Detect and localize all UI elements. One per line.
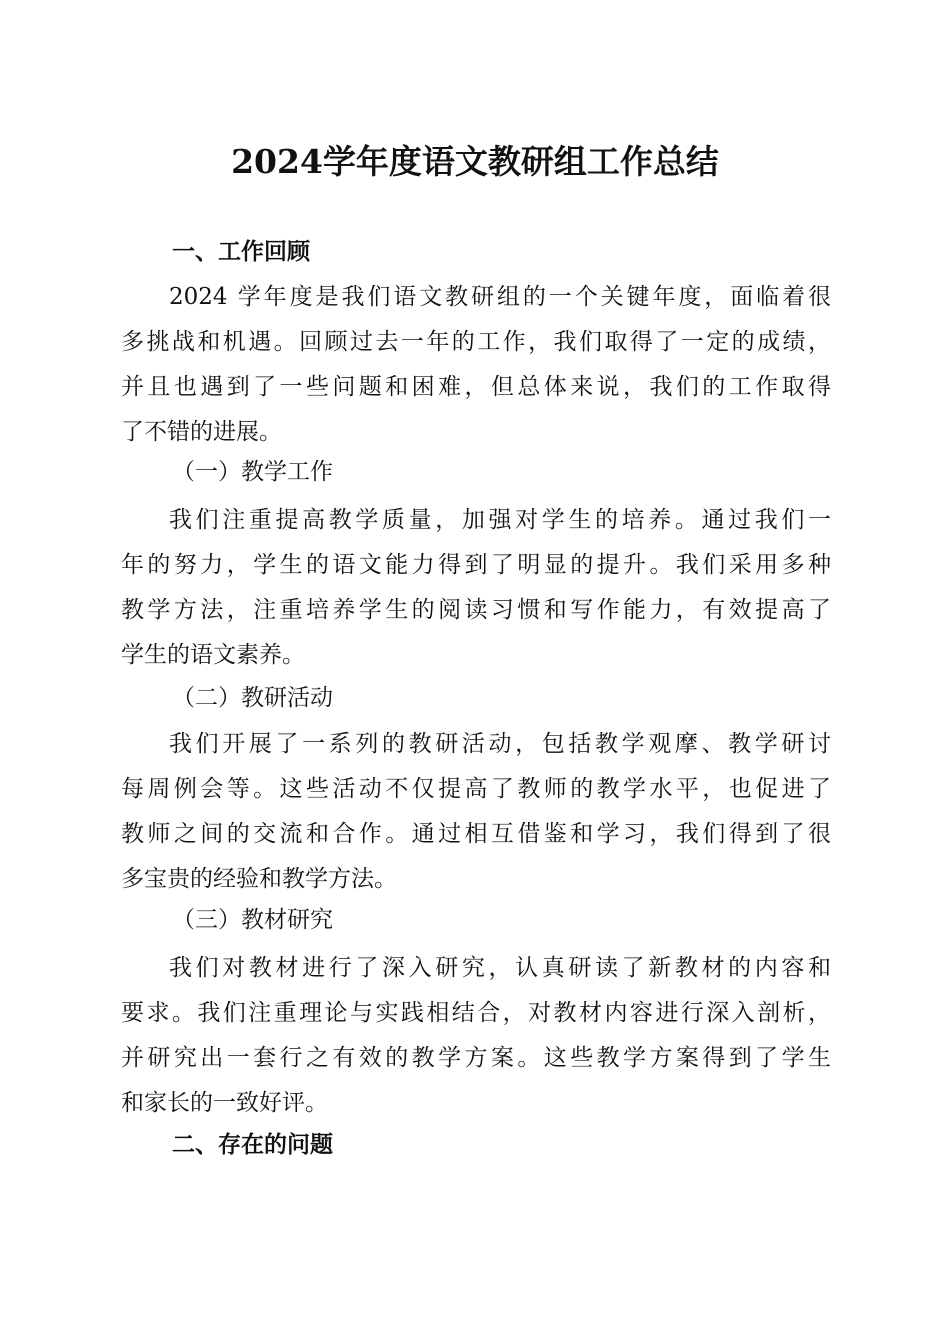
text-line: 学生的语文素养。 <box>121 642 305 668</box>
subheading-teaching: （一）教学工作 <box>172 459 333 485</box>
text-line: 教师之间的交流和合作。通过相互借鉴和学习，我们得到了很 <box>121 821 831 847</box>
text-line: 每周例会等。这些活动不仅提高了教师的教学水平，也促进了 <box>121 776 831 802</box>
text-line: 并研究出一套行之有效的教学方案。这些教学方案得到了学生 <box>121 1045 831 1071</box>
text-line: 教学方法，注重培养学生的阅读习惯和写作能力，有效提高了 <box>121 597 831 623</box>
text-line: 我们注重提高教学质量，加强对学生的培养。通过我们一 <box>169 507 831 533</box>
text-line: 要求。我们注重理论与实践相结合，对教材内容进行深入剖析， <box>121 1000 831 1026</box>
text-line: 多宝贵的经验和教学方法。 <box>121 866 397 892</box>
subheading-textbook-study: （三）教材研究 <box>172 907 333 933</box>
text-line: 我们开展了一系列的教研活动，包括教学观摩、教学研讨 <box>169 731 831 757</box>
text-line: 我们对教材进行了深入研究，认真研读了新教材的内容和 <box>169 955 831 981</box>
section-heading-review: 一、工作回顾 <box>172 239 310 265</box>
text-line: 年的努力，学生的语文能力得到了明显的提升。我们采用多种 <box>121 552 831 578</box>
text-line: 和家长的一致好评。 <box>121 1090 328 1116</box>
paragraph-research-activities <box>121 722 831 902</box>
text-line: 了不错的进展。 <box>121 419 282 445</box>
text-line: 并且也遇到了一些问题和困难，但总体来说，我们的工作取得 <box>121 374 831 400</box>
paragraph-teaching <box>121 498 831 678</box>
paragraph-intro <box>121 275 831 455</box>
section-heading-problems: 二、存在的问题 <box>172 1132 333 1158</box>
paragraph-textbook-study <box>121 946 831 1126</box>
subheading-research-activities: （二）教研活动 <box>172 685 333 711</box>
document-title: 2024学年度语文教研组工作总结 <box>231 142 719 181</box>
text-line: 多挑战和机遇。回顾过去一年的工作，我们取得了一定的成绩， <box>121 329 831 355</box>
text-line: 2024 学年度是我们语文教研组的一个关键年度，面临着很 <box>169 284 831 310</box>
